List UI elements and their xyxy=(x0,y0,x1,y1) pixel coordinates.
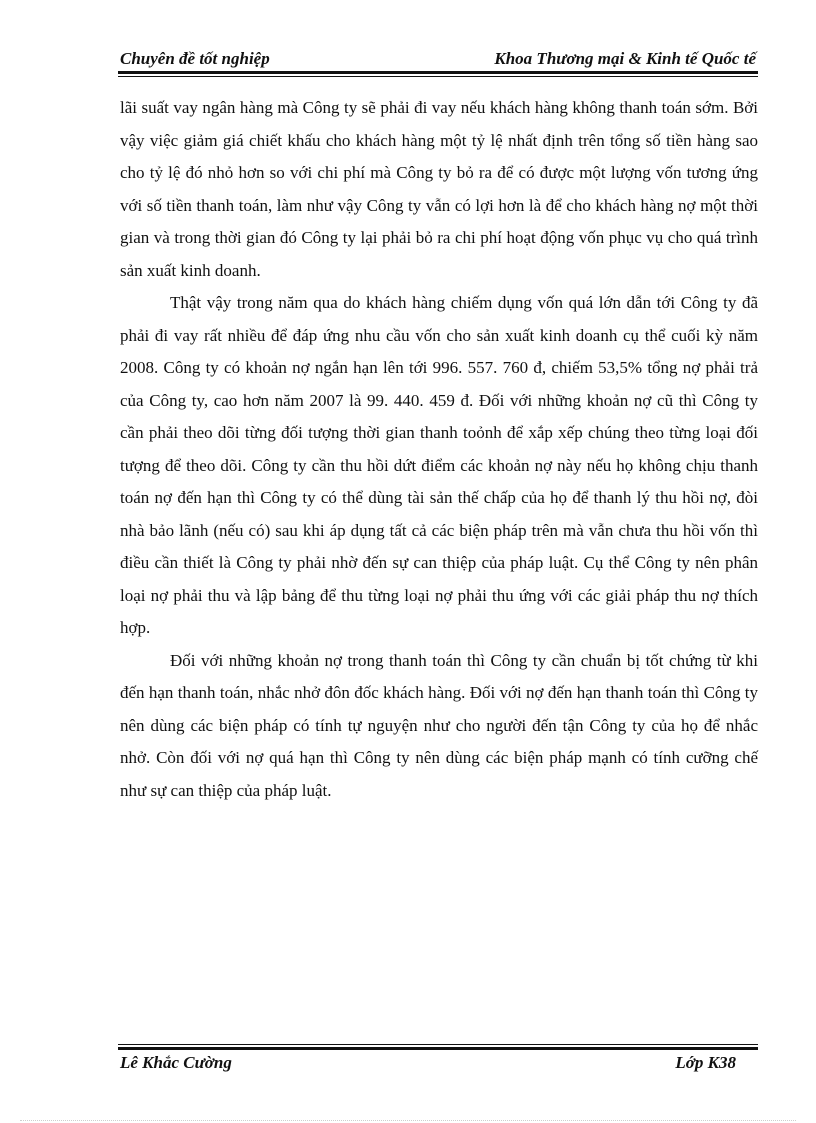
paragraph-1: lãi suất vay ngân hàng mà Công ty sẽ phải đi vay nếu khách hàng không thanh toán sớm. Bởi vậy việc giảm giá chiết khấu cho khách hàng một tỷ lệ nhất định trên tổng số tiền hàng sao cho tỷ lệ đó nhỏ hơn so với chi phí mà Công ty bỏ ra để có được một lượng vốn tương ứng với số tiền thanh toán, làm như vậy Công ty vẫn có lợi hơn là để cho khách hàng nợ một thời gian và trong thời gian đó Công ty lại phải bỏ ra chi phí hoạt động vốn phục vụ cho quá trình sản xuất kinh doanh. xyxy=(120,98,758,280)
body-text xyxy=(120,92,758,807)
page-header xyxy=(118,47,758,71)
page-bottom-divider xyxy=(20,1120,796,1121)
paragraph-3: Đối với những khoản nợ trong thanh toán thì Công ty cần chuẩn bị tốt chứng từ khi đến hạn thanh toán, nhắc nhở đôn đốc khách hàng. Đối với nợ đến hạn thanh toán thì Công ty nên dùng các biện pháp có tính tự nguyện như cho người đến tận Công ty của họ để nhắc nhở. Còn đối với nợ quá hạn thì Công ty nên dùng các biện pháp mạnh có tính cưỡng chế như sự can thiệp của pháp luật. xyxy=(120,650,758,800)
footer-rule-thin xyxy=(118,1044,758,1045)
header-rule-thick xyxy=(118,71,758,74)
header-rule-thin xyxy=(118,76,758,77)
header-right-title: Khoa Thương mại & Kinh tế Quốc tế xyxy=(494,49,756,68)
page-footer xyxy=(118,1053,736,1077)
footer-rule-thick xyxy=(118,1047,758,1050)
paragraph-2: Thật vậy trong năm qua do khách hàng chiếm dụng vốn quá lớn dẫn tới Công ty đã phải đi vay rất nhiều để đáp ứng nhu cầu vốn cho sản xuất kinh doanh cụ thể cuối kỳ năm 2008. Công ty có khoản nợ ngắn hạn lên tới 996. 557. 760 đ, chiếm 53,5% tổng nợ phải trả của Công ty, cao hơn năm 2007 là 99. 440. 459 đ. Đối với những khoản nợ cũ thì Công ty cần phải theo dõi từng đối tượng thời gian thanh toỏnh để xắp xếp chúng theo từng loại đối tượng để theo dõi. Công ty cần thu hồi dứt điểm các khoản nợ này nếu họ không chịu thanh toán nợ đến hạn thì Công ty có thể dùng tài sản thế chấp của họ để thanh lý thu hồi nợ, đòi nhà bảo lãnh (nếu có) sau khi áp dụng tất cả các biện pháp trên mà vẫn chưa thu hồi vốn thì điều cần thiết là Công ty phải nhờ đến sự can thiệp của pháp luật. Cụ thể Công ty nên phân loại nợ phải thu và lập bảng để thu từng loại nợ phải thu ứng với các giải pháp thu nợ thích hợp. xyxy=(120,293,758,637)
header-left-title: Chuyên đề tốt nghiệp xyxy=(120,49,270,68)
footer-author: Lê Khắc Cường xyxy=(120,1053,232,1072)
footer-class: Lớp K38 xyxy=(675,1053,736,1072)
